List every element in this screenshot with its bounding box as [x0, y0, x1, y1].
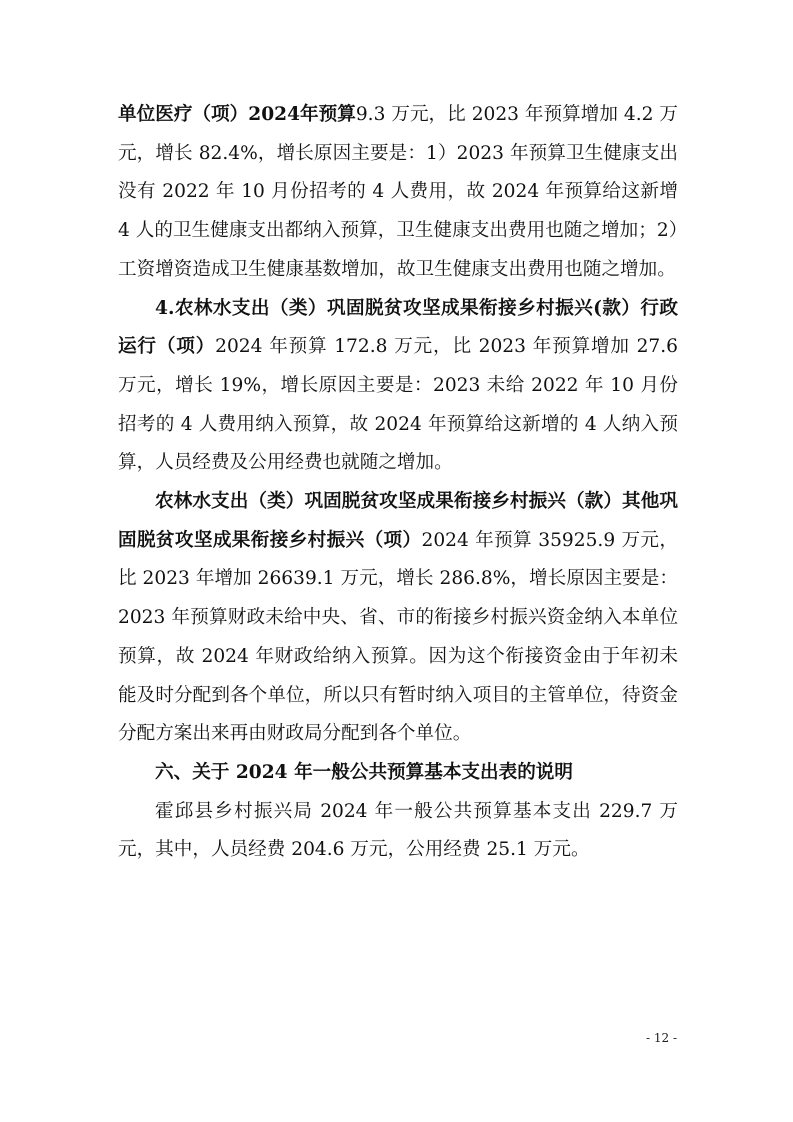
page-number: - 12 - [645, 1031, 677, 1045]
paragraph-basic-expenditure: 霍邱县乡村振兴局 2024 年一般公共预算基本支出 229.7 万元，其中，人员经费 204.6 万元，公用经费 25.1 万元。 [118, 800, 678, 861]
paragraph-medical [118, 96, 678, 290]
paragraph-other-revitalization [118, 483, 678, 754]
paragraph-admin-operation-bold: 4.农林水支出（类）巩固脱贫攻坚成果衔接乡村振兴(款）行政运行（项） [118, 297, 678, 358]
paragraph-other-revitalization-bold: 农林水支出（类）巩固脱贫攻坚成果衔接乡村振兴（款）其他巩固脱贫攻坚成果衔接乡村振兴（项） [118, 491, 678, 551]
paragraph-medical-bold: 单位医疗（项）2024年预算 [118, 104, 356, 125]
paragraph-other-revitalization-text: 2024 年预算 35925.9 万元，比 2023 年增加 26639.1 万元，增长 286.8%，增长原因主要是：2023 年预算财政未给中央、省、市的衔接乡村振兴资金纳入本单位预算，故 2024 年财政给纳入预算。因为这个衔接资金由于年初未能及时分配到各个单位，所以只有暂时纳入项目的主管单位，待资金分配方案出来再由财政局分配到各个单位。 [118, 529, 678, 745]
paragraph-medical-text: 9.3 万元，比 2023 年预算增加 4.2 万元，增长 82.4%，增长原因主要是：1）2023 年预算卫生健康支出没有 2022 年 10 月份招考的 4 人费用，故 2024 年预算给这新增 4 人的卫生健康支出都纳入预算，卫生健康支出费用也随之增加；2）工资增资造成卫生健康基数增加，故卫生健康支出费用也随之增加。 [118, 104, 678, 280]
paragraph-admin-operation-text: 2024 年预算 172.8 万元，比 2023 年预算增加 27.6 万元，增长 19%，增长原因主要是：2023 未给 2022 年 10 月份招考的 4 人费用纳入预算，故 2024 年预算给这新增的 4 人纳入预算，人员经费及公用经费也就随之增加。 [118, 336, 678, 474]
paragraph-admin-operation [118, 290, 678, 484]
document-page [118, 96, 678, 870]
section-heading: 六、关于 2024 年一般公共预算基本支出表的说明 [155, 761, 573, 783]
